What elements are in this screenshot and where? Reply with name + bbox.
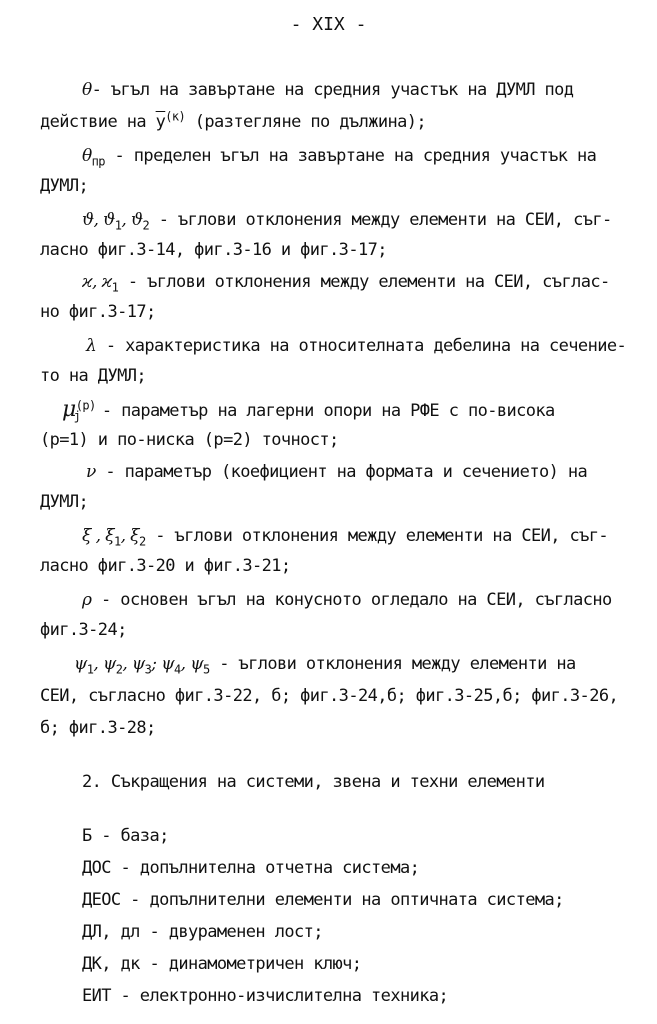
abbreviation-item: ДОС - допълнителна отчетна система; — [82, 858, 420, 878]
entry-mu-line-2 — [40, 430, 339, 450]
entry-text: то на ДУМЛ; — [40, 366, 146, 386]
entry-theta-line-1 — [82, 80, 573, 100]
abbreviation-item: Б - база; — [82, 826, 169, 846]
xi-symbol: ξ , ξ — [82, 526, 114, 546]
y-bar-symbol: $\overline{y}$ — [155, 112, 166, 132]
vartheta-symbol: ϑ, ϑ — [82, 210, 115, 230]
section-heading: 2. Съкращения на системи, звена и техни елементи — [82, 772, 545, 792]
entry-text: фиг.3-24; — [40, 620, 127, 640]
subscript: 2 — [115, 662, 123, 677]
entry-nu-line-2 — [40, 492, 88, 512]
subscript: 2 — [142, 218, 150, 233]
entry-text: - ъглови отклонения между елементи на СЕИ, съглас- — [118, 272, 610, 292]
entry-text: - основен ъгъл на конусното огледало на СЕИ, съгласно — [91, 590, 612, 610]
abbreviation-item: ДЛ, дл - двураменен лост; — [82, 922, 323, 942]
xi-symbol: , ξ — [120, 526, 139, 546]
subscript: 1 — [114, 218, 122, 233]
entry-lambda-line-2 — [40, 366, 146, 386]
psi-symbol: , ψ — [93, 654, 116, 674]
entry-text: - параметър (коефициент на формата и сечението) на — [95, 462, 588, 482]
entry-text: - характеристика на относителната дебелина на сечение- — [96, 336, 627, 356]
psi-symbol: , ψ — [122, 654, 145, 674]
abbreviation-item: ДЕОС - допълнителни елементи на оптичната система; — [82, 890, 564, 910]
entry-text: СЕИ, съгласно фиг.3-22, б; фиг.3-24,б; фиг.3-25,б; фиг.3-26, — [40, 686, 619, 706]
entry-text: - пределен ъгъл на завъртане на средния участък на — [104, 146, 597, 166]
entry-psi-line-2 — [40, 686, 618, 706]
subscript: 5 — [202, 662, 210, 677]
psi-symbol: ψ — [74, 654, 87, 674]
entry-kappa-line-2 — [40, 302, 156, 322]
nu-symbol: ν — [86, 462, 96, 482]
entry-text: ласно фиг.3-20 и фиг.3-21; — [40, 556, 291, 576]
entry-text: - ъглови отклонения между елементи на СЕИ, съг- — [145, 526, 609, 546]
lambda-symbol: λ — [86, 336, 97, 356]
entry-text: - ъглови отклонения между елементи на СЕИ, съг- — [149, 210, 612, 230]
entry-text: ДУМЛ; — [40, 492, 89, 512]
entry-text: - ъглови отклонения между елементи на — [209, 654, 576, 674]
subscript: j — [73, 409, 81, 424]
psi-symbol: , ψ — [180, 654, 203, 674]
entry-psi-line-3 — [40, 718, 156, 738]
page-number: - XIX - — [290, 14, 367, 35]
subscript: 1 — [111, 280, 119, 295]
theta-symbol: θ — [82, 146, 92, 166]
entry-text: (разтегляне по дължина); — [185, 112, 427, 132]
entry-mu-line-1 — [62, 397, 555, 424]
entry-rho-line-2 — [40, 620, 127, 640]
entry-theta-pr-line-2 — [40, 176, 88, 196]
subscript: пр — [91, 154, 105, 169]
entry-text: (р=1) и по-ниска (р=2) точност; — [40, 430, 339, 450]
entry-text: - параметър на лагерни опори на РФЕ с по-висока — [92, 401, 555, 421]
abbreviation-item: ЕИТ - електронно-изчислителна техника; — [82, 986, 449, 1006]
entry-text: но фиг.3-17; — [40, 302, 156, 322]
entry-lambda-line-1 — [86, 336, 626, 356]
subscript: 2 — [138, 534, 146, 549]
vartheta-symbol: , ϑ — [121, 210, 143, 230]
entry-vartheta-line-2 — [40, 240, 387, 260]
entry-kappa-line-1 — [82, 272, 610, 295]
abbreviation-item: ДК, дк - динамометричен ключ; — [82, 954, 362, 974]
kappa-symbol: ϰ, ϰ — [82, 272, 112, 292]
entry-text: - ъгъл на завъртане на средния участък на ДУМЛ под — [91, 80, 574, 100]
entry-text: действие на — [40, 112, 156, 132]
entry-theta-line-2 — [40, 109, 427, 132]
entry-psi-line-1 — [74, 654, 576, 677]
subscript: 4 — [173, 662, 181, 677]
entry-xi-line-1 — [82, 526, 609, 549]
entry-text: ласно фиг.3-14, фиг.3-16 и фиг.3-17; — [40, 240, 387, 260]
rho-symbol: ρ — [82, 590, 92, 610]
entry-xi-line-2 — [40, 556, 291, 576]
entry-nu-line-1 — [86, 462, 587, 482]
superscript: (к) — [165, 109, 186, 124]
superscript: (р) — [75, 398, 96, 413]
entry-text: ДУМЛ; — [40, 176, 89, 196]
subscript: 1 — [113, 534, 121, 549]
subscript: 3 — [144, 662, 152, 677]
theta-symbol: θ — [82, 80, 92, 100]
subscript: 1 — [86, 662, 94, 677]
psi-symbol: ; ψ — [151, 654, 174, 674]
entry-rho-line-1 — [82, 590, 612, 610]
entry-theta-pr-line-1 — [82, 146, 597, 169]
mu-symbol: μ — [62, 397, 76, 422]
entry-vartheta-line-1 — [82, 210, 612, 233]
entry-text: б; фиг.3-28; — [40, 718, 156, 738]
